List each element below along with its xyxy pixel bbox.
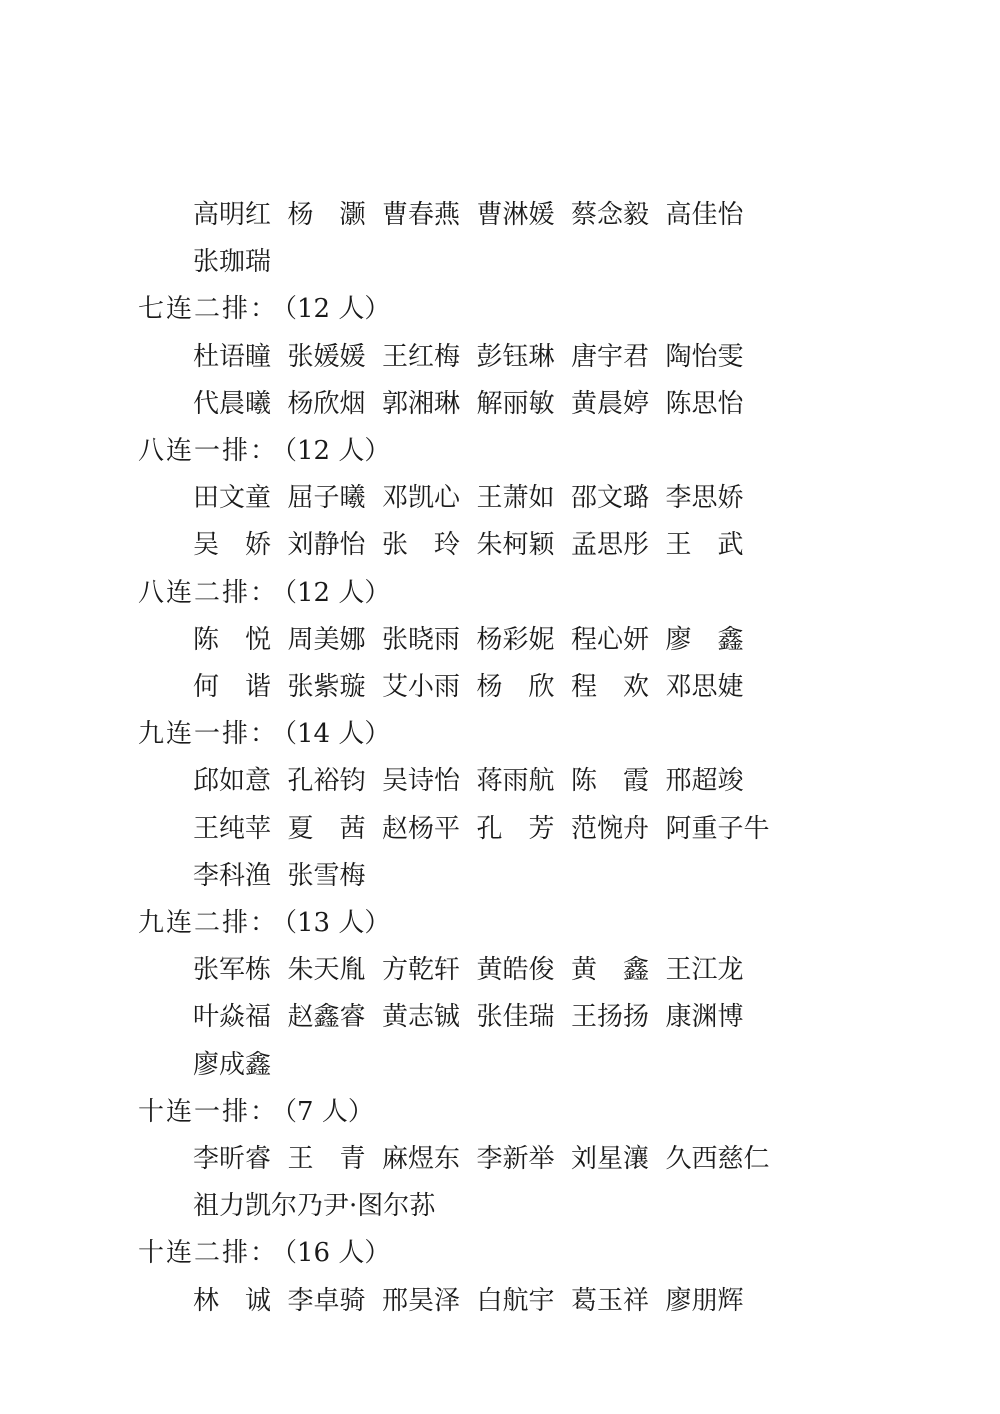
member-name: 程 欢 xyxy=(571,672,650,702)
member-name: 程心妍 xyxy=(571,624,650,655)
member-name: 邢超竣 xyxy=(665,766,744,797)
member-name: 曹春燕 xyxy=(382,200,461,230)
member-name: 廖成鑫 xyxy=(193,1049,272,1080)
member-name: 李新举 xyxy=(476,1144,555,1174)
section-heading xyxy=(138,1233,390,1273)
member-name: 王 青 xyxy=(287,1144,366,1174)
member-name: 孔 芳 xyxy=(476,813,555,844)
member-name: 代晨曦 xyxy=(193,388,272,419)
member-name: 张 玲 xyxy=(382,530,461,561)
member-name: 王萧如 xyxy=(476,483,555,514)
section-member-count: （7 人） xyxy=(284,1096,374,1127)
member-name: 艾小雨 xyxy=(382,672,461,702)
member-name: 杨 欣 xyxy=(476,672,555,702)
member-name: 葛玉祥 xyxy=(571,1285,650,1316)
section-heading-label: 九连二排： xyxy=(138,908,279,938)
member-name: 张军栋 xyxy=(193,955,272,986)
section-heading-label: 七连二排： xyxy=(138,294,279,325)
member-name: 朱天胤 xyxy=(287,955,366,986)
member-name: 久西慈仁 xyxy=(665,1144,770,1174)
member-name: 李科渔 xyxy=(193,860,272,891)
member-name: 王纯苹 xyxy=(193,813,272,844)
member-name: 唐宇君 xyxy=(571,341,650,372)
section-heading xyxy=(138,289,390,329)
member-name: 田文童 xyxy=(193,483,272,514)
member-name: 李卓骑 xyxy=(287,1285,366,1316)
member-name: 解丽敏 xyxy=(476,388,555,419)
member-name: 邓凯心 xyxy=(382,483,461,514)
member-name: 邢昊泽 xyxy=(382,1285,461,1316)
member-name: 杨彩妮 xyxy=(476,624,555,655)
section-member-count: （14 人） xyxy=(284,719,391,750)
member-name: 王红梅 xyxy=(382,341,461,372)
member-name: 陈思怡 xyxy=(665,388,744,419)
member-name: 曹淋媛 xyxy=(476,200,555,230)
section-heading xyxy=(138,431,390,471)
section-heading xyxy=(138,903,390,943)
member-name: 康渊博 xyxy=(665,1002,744,1033)
member-name: 孔裕钧 xyxy=(287,766,366,797)
member-name: 张佳瑞 xyxy=(476,1002,555,1033)
member-name: 邓思婕 xyxy=(665,672,744,702)
section-member-count: （13 人） xyxy=(284,908,391,938)
member-name: 高佳怡 xyxy=(665,200,744,230)
member-name: 杜语瞳 xyxy=(193,341,272,372)
member-name: 陈 霞 xyxy=(571,766,650,797)
member-name: 黄晨婷 xyxy=(571,388,650,419)
member-name: 杨 灏 xyxy=(287,200,366,230)
member-name: 王江龙 xyxy=(665,955,744,986)
section-member-count: （12 人） xyxy=(284,294,391,325)
member-name: 彭钰琳 xyxy=(476,341,555,372)
member-name: 祖力凯尔乃尹·图尔荪 xyxy=(193,1191,436,1222)
member-name: 刘静怡 xyxy=(287,530,366,561)
member-name: 林 诚 xyxy=(193,1285,272,1316)
member-name: 赵杨平 xyxy=(382,813,461,844)
member-name: 黄皓俊 xyxy=(476,955,555,986)
member-name: 方乾轩 xyxy=(382,955,461,986)
member-name: 廖朋辉 xyxy=(665,1285,744,1316)
member-name: 邵文璐 xyxy=(571,483,650,514)
member-name: 黄志铖 xyxy=(382,1002,461,1033)
member-name: 夏 茜 xyxy=(287,813,366,844)
member-name: 蔡念毅 xyxy=(571,200,650,230)
member-name: 王扬扬 xyxy=(571,1002,650,1033)
member-name: 白航宇 xyxy=(476,1285,555,1316)
section-heading xyxy=(138,1092,374,1132)
member-name: 李思娇 xyxy=(665,483,744,514)
section-heading-label: 八连二排： xyxy=(138,577,279,608)
member-name: 周美娜 xyxy=(287,624,366,655)
member-name: 张珈瑞 xyxy=(193,247,272,278)
section-heading-label: 九连一排： xyxy=(138,719,279,750)
member-name: 叶焱福 xyxy=(193,1002,272,1033)
member-name: 阿重子牛 xyxy=(665,813,770,844)
member-name: 王 武 xyxy=(665,530,744,561)
section-member-count: （12 人） xyxy=(284,577,391,608)
section-heading-label: 十连二排： xyxy=(138,1238,279,1269)
member-name: 朱柯颖 xyxy=(476,530,555,561)
section-member-count: （16 人） xyxy=(284,1238,391,1269)
member-name: 黄 鑫 xyxy=(571,955,650,986)
member-name: 郭湘琳 xyxy=(382,388,461,419)
member-name: 李昕睿 xyxy=(193,1144,272,1174)
section-heading xyxy=(138,714,390,754)
member-name: 蒋雨航 xyxy=(476,766,555,797)
section-heading-label: 八连一排： xyxy=(138,436,279,466)
member-name: 赵鑫睿 xyxy=(287,1002,366,1033)
member-name: 邱如意 xyxy=(193,766,272,797)
member-name: 高明红 xyxy=(193,200,272,230)
member-name: 吴 娇 xyxy=(193,530,272,561)
section-heading xyxy=(138,573,390,613)
member-name: 陶怡雯 xyxy=(665,341,744,372)
member-name: 范惋舟 xyxy=(571,813,650,844)
section-member-count: （12 人） xyxy=(284,436,391,466)
member-name: 屈子曦 xyxy=(287,483,366,514)
member-name: 张紫璇 xyxy=(287,672,366,702)
member-name: 张雪梅 xyxy=(287,860,366,891)
member-name: 杨欣烟 xyxy=(287,388,366,419)
member-name: 吴诗怡 xyxy=(382,766,461,797)
member-name: 陈 悦 xyxy=(193,624,272,655)
member-name: 孟思彤 xyxy=(571,530,650,561)
member-name: 张媛媛 xyxy=(287,341,366,372)
member-name: 何 谐 xyxy=(193,672,272,702)
member-name: 麻煜东 xyxy=(382,1144,461,1174)
member-name: 刘星瀼 xyxy=(571,1144,650,1174)
member-name: 张晓雨 xyxy=(382,624,461,655)
member-name: 廖 鑫 xyxy=(665,624,744,655)
section-heading-label: 十连一排： xyxy=(138,1096,279,1127)
